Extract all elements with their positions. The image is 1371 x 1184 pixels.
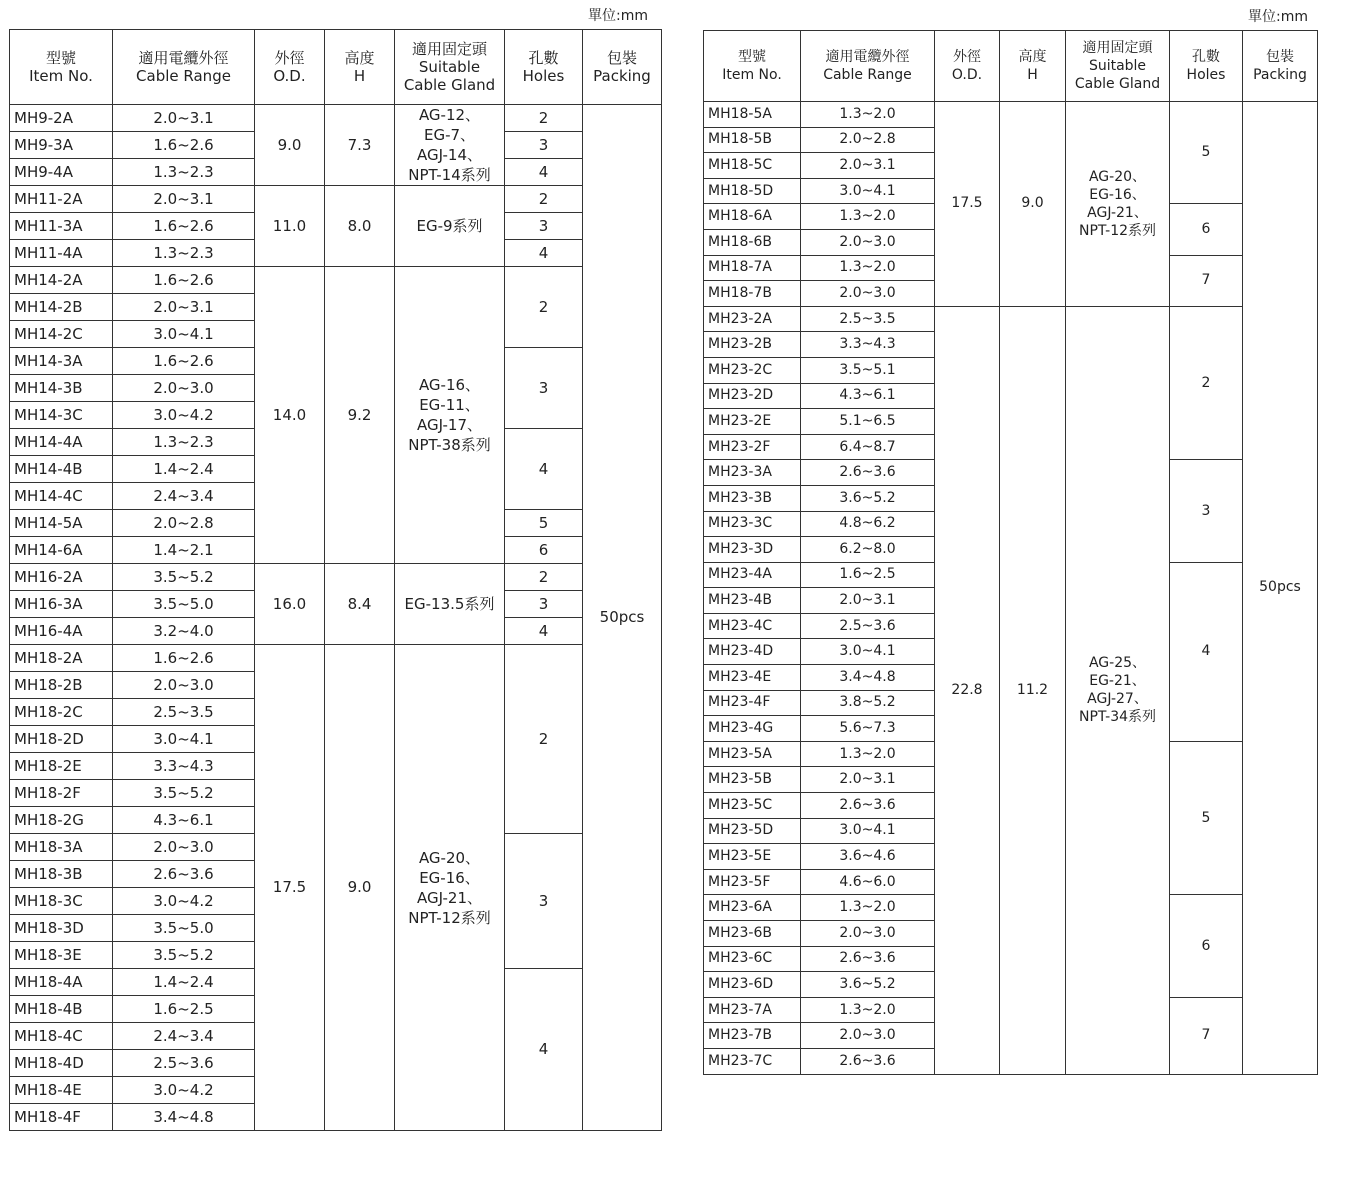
height-cell: 9.2 [325,267,395,564]
item-no-cell: MH23-7A [704,997,801,1023]
cable-range-cell: 3.6~4.6 [801,844,935,870]
gland-line: AGJ-27、 [1087,691,1148,708]
cable-range-cell: 1.3~2.3 [113,240,255,267]
cable-range-cell: 1.3~2.0 [801,997,935,1023]
item-no-cell: MH23-4A [704,562,801,588]
item-no-cell: MH23-7C [704,1048,801,1074]
table-body-right [704,102,1318,1075]
item-no-cell: MH18-4C [10,1023,113,1050]
item-no-cell: MH18-4F [10,1104,113,1131]
spec-table-right [703,30,1318,1075]
gland-line: EG-21、 [1089,673,1146,690]
item-no-cell: MH23-6B [704,921,801,947]
unit-label-left: 單位:mm [588,8,648,24]
gland-line: NPT-12系列 [1078,222,1157,239]
cable-range-cell: 5.6~7.3 [801,716,935,742]
gland-line: AG-16、 [418,376,481,394]
cable-range-cell: 2.5~3.6 [113,1050,255,1077]
cable-range-cell: 3.5~5.0 [113,915,255,942]
item-no-cell: MH23-3A [704,460,801,486]
cable-range-cell: 1.6~2.6 [113,213,255,240]
item-no-cell: MH18-2G [10,807,113,834]
od-cell: 16.0 [255,564,325,645]
cable-range-cell: 3.0~4.2 [113,402,255,429]
cable-gland-cell [1066,306,1170,1074]
cable-range-cell: 2.0~3.1 [113,294,255,321]
holes-cell: 3 [505,591,583,618]
holes-cell: 4 [505,159,583,186]
gland-line: AGJ-21、 [1087,204,1148,221]
cable-gland-cell [395,564,505,645]
header-packing: 包裝 Packing [1243,31,1318,102]
gland-line: NPT-12系列 [408,908,491,927]
holes-cell: 5 [505,510,583,537]
item-no-cell: MH23-4E [704,665,801,691]
gland-line: NPT-14系列 [408,166,491,184]
cable-range-cell: 2.0~3.0 [801,229,935,255]
cable-range-cell: 2.0~3.0 [113,375,255,402]
od-cell: 17.5 [935,102,1000,307]
header-cable-gland: 適用固定頭 Suitable Cable Gland [1066,31,1170,102]
cable-range-cell: 2.0~3.0 [113,672,255,699]
item-no-cell: MH23-2F [704,434,801,460]
cable-range-cell: 4.8~6.2 [801,511,935,537]
cable-range-cell: 2.4~3.4 [113,1023,255,1050]
cable-range-cell: 3.0~4.1 [801,818,935,844]
cable-range-cell: 3.6~5.2 [801,972,935,998]
gland-line: EG-16、 [1089,186,1146,203]
cable-range-cell: 3.6~5.2 [801,485,935,511]
gland-line: NPT-34系列 [1078,709,1157,726]
cable-range-cell: 4.6~6.0 [801,869,935,895]
holes-cell: 3 [505,348,583,429]
cable-range-cell: 3.2~4.0 [113,618,255,645]
table-body-left [10,105,662,1131]
item-no-cell: MH14-6A [10,537,113,564]
header-od: 外徑 O.D. [255,30,325,105]
holes-cell: 2 [505,105,583,132]
item-no-cell: MH14-3C [10,402,113,429]
table-row [10,564,662,591]
item-no-cell: MH23-6A [704,895,801,921]
header-item-no: 型號 Item No. [10,30,113,105]
item-no-cell: MH11-2A [10,186,113,213]
cable-range-cell: 2.6~3.6 [801,946,935,972]
item-no-cell: MH18-2B [10,672,113,699]
item-no-cell: MH23-2A [704,306,801,332]
item-no-cell: MH18-2A [10,645,113,672]
gland-line: AG-20、 [418,848,481,867]
header-od: 外徑 O.D. [935,31,1000,102]
packing-cell: 50pcs [583,105,662,1131]
cable-range-cell: 3.0~4.1 [801,639,935,665]
item-no-cell: MH23-6D [704,972,801,998]
item-no-cell: MH23-5D [704,818,801,844]
cable-range-cell: 3.0~4.1 [113,726,255,753]
header-holes: 孔數 Holes [1170,31,1243,102]
gland-line: AGJ-21、 [416,888,482,907]
cable-range-cell: 3.5~5.2 [113,942,255,969]
gland-line: AG-20、 [1088,168,1147,185]
item-no-cell: MH16-4A [10,618,113,645]
item-no-cell: MH23-2D [704,383,801,409]
header-row [704,31,1318,102]
cable-range-cell: 5.1~6.5 [801,409,935,435]
item-no-cell: MH14-4B [10,456,113,483]
holes-cell: 3 [505,213,583,240]
item-no-cell: MH14-3A [10,348,113,375]
item-no-cell: MH18-5C [704,153,801,179]
item-no-cell: MH18-4D [10,1050,113,1077]
item-no-cell: MH18-4A [10,969,113,996]
cable-range-cell: 2.0~2.8 [113,510,255,537]
item-no-cell: MH16-3A [10,591,113,618]
od-cell: 14.0 [255,267,325,564]
item-no-cell: MH9-4A [10,159,113,186]
item-no-cell: MH18-6B [704,229,801,255]
item-no-cell: MH9-3A [10,132,113,159]
header-height: 高度 H [325,30,395,105]
item-no-cell: MH18-3B [10,861,113,888]
cable-range-cell: 3.3~4.3 [801,332,935,358]
item-no-cell: MH18-2D [10,726,113,753]
cable-range-cell: 2.6~3.6 [801,1048,935,1074]
cable-range-cell: 4.3~6.1 [113,807,255,834]
item-no-cell: MH23-7B [704,1023,801,1049]
cable-range-cell: 3.5~5.1 [801,357,935,383]
table-row [704,102,1318,128]
cable-range-cell: 1.6~2.6 [113,132,255,159]
header-packing: 包裝 Packing [583,30,662,105]
gland-line: EG-13.5系列 [404,595,495,613]
cable-range-cell: 3.0~4.2 [113,1077,255,1104]
height-cell: 8.4 [325,564,395,645]
packing-cell: 50pcs [1243,102,1318,1075]
cable-range-cell: 3.4~4.8 [113,1104,255,1131]
item-no-cell: MH23-5B [704,767,801,793]
holes-cell: 3 [505,834,583,969]
cable-range-cell: 2.6~3.6 [801,793,935,819]
header-cable-range: 適用電纜外徑 Cable Range [113,30,255,105]
height-cell: 11.2 [1000,306,1066,1074]
cable-range-cell: 1.6~2.5 [113,996,255,1023]
cable-range-cell: 1.6~2.6 [113,267,255,294]
cable-range-cell: 1.6~2.6 [113,348,255,375]
spec-table-left [9,29,662,1131]
cable-gland-cell [1066,102,1170,307]
item-no-cell: MH23-2B [704,332,801,358]
od-cell: 17.5 [255,645,325,1131]
item-no-cell: MH18-4E [10,1077,113,1104]
cable-range-cell: 1.6~2.6 [113,645,255,672]
gland-line: EG-11、 [419,396,480,414]
holes-cell: 3 [1170,460,1243,562]
holes-cell: 2 [505,186,583,213]
table-row [10,105,662,132]
header-holes: 孔數 Holes [505,30,583,105]
item-no-cell: MH18-2F [10,780,113,807]
gland-line: NPT-38系列 [408,436,491,454]
holes-cell: 2 [505,645,583,834]
item-no-cell: MH18-3C [10,888,113,915]
gland-line: EG-7、 [423,126,476,144]
holes-cell: 4 [505,969,583,1131]
holes-cell: 5 [1170,102,1243,204]
cable-range-cell: 1.3~2.0 [801,204,935,230]
cable-range-cell: 3.8~5.2 [801,690,935,716]
gland-line: AG-25、 [1088,655,1147,672]
od-cell: 22.8 [935,306,1000,1074]
item-no-cell: MH18-5A [704,102,801,128]
gland-line: AGJ-14、 [416,146,482,164]
cable-range-cell: 2.0~2.8 [801,127,935,153]
item-no-cell: MH14-4A [10,429,113,456]
cable-range-cell: 3.0~4.1 [801,178,935,204]
cable-gland-cell [395,105,505,186]
holes-cell: 6 [1170,895,1243,997]
cable-range-cell: 3.3~4.3 [113,753,255,780]
item-no-cell: MH9-2A [10,105,113,132]
item-no-cell: MH23-2C [704,357,801,383]
table-row [10,645,662,672]
item-no-cell: MH14-2C [10,321,113,348]
cable-range-cell: 1.3~2.3 [113,429,255,456]
item-no-cell: MH23-5C [704,793,801,819]
cable-range-cell: 2.0~3.0 [801,281,935,307]
cable-range-cell: 1.4~2.1 [113,537,255,564]
item-no-cell: MH23-4G [704,716,801,742]
cable-range-cell: 2.0~3.0 [801,1023,935,1049]
unit-label-right: 單位:mm [1248,9,1308,25]
item-no-cell: MH14-3B [10,375,113,402]
gland-line: EG-9系列 [416,217,483,235]
item-no-cell: MH23-5F [704,869,801,895]
item-no-cell: MH23-4C [704,613,801,639]
cable-range-cell: 1.3~2.0 [801,102,935,128]
header-height: 高度 H [1000,31,1066,102]
cable-range-cell: 2.6~3.6 [801,460,935,486]
item-no-cell: MH23-3B [704,485,801,511]
height-cell: 9.0 [325,645,395,1131]
cable-range-cell: 2.0~3.1 [113,105,255,132]
header-row [10,30,662,105]
header-item-no: 型號 Item No. [704,31,801,102]
holes-cell: 7 [1170,255,1243,306]
cable-range-cell: 2.0~3.1 [801,153,935,179]
holes-cell: 2 [505,564,583,591]
cable-range-cell: 2.0~3.1 [113,186,255,213]
item-no-cell: MH18-2C [10,699,113,726]
cable-range-cell: 2.0~3.1 [801,588,935,614]
item-no-cell: MH18-6A [704,204,801,230]
item-no-cell: MH14-4C [10,483,113,510]
cable-range-cell: 2.0~3.1 [801,767,935,793]
cable-range-cell: 2.0~3.0 [801,921,935,947]
item-no-cell: MH23-5A [704,741,801,767]
cable-range-cell: 2.6~3.6 [113,861,255,888]
table-row [10,186,662,213]
holes-cell: 4 [1170,562,1243,741]
cable-gland-cell [395,186,505,267]
cable-range-cell: 1.4~2.4 [113,456,255,483]
item-no-cell: MH14-2A [10,267,113,294]
cable-range-cell: 2.5~3.5 [113,699,255,726]
cable-range-cell: 4.3~6.1 [801,383,935,409]
height-cell: 9.0 [1000,102,1066,307]
holes-cell: 4 [505,429,583,510]
item-no-cell: MH14-5A [10,510,113,537]
cable-range-cell: 6.2~8.0 [801,537,935,563]
holes-cell: 6 [505,537,583,564]
item-no-cell: MH23-4F [704,690,801,716]
cable-gland-cell [395,267,505,564]
item-no-cell: MH23-3C [704,511,801,537]
item-no-cell: MH11-4A [10,240,113,267]
item-no-cell: MH23-5E [704,844,801,870]
cable-range-cell: 2.0~3.0 [113,834,255,861]
header-cable-gland: 適用固定頭 Suitable Cable Gland [395,30,505,105]
cable-range-cell: 3.5~5.2 [113,564,255,591]
item-no-cell: MH16-2A [10,564,113,591]
gland-line: AG-12、 [418,106,481,124]
cable-range-cell: 1.3~2.3 [113,159,255,186]
item-no-cell: MH18-7B [704,281,801,307]
od-cell: 9.0 [255,105,325,186]
item-no-cell: MH18-3A [10,834,113,861]
holes-cell: 5 [1170,741,1243,895]
holes-cell: 4 [505,240,583,267]
cable-range-cell: 1.3~2.0 [801,741,935,767]
cable-range-cell: 2.4~3.4 [113,483,255,510]
od-cell: 11.0 [255,186,325,267]
gland-line: EG-16、 [419,868,480,887]
table-row [10,267,662,294]
table-row [704,306,1318,332]
holes-cell: 2 [505,267,583,348]
cable-range-cell: 1.4~2.4 [113,969,255,996]
item-no-cell: MH11-3A [10,213,113,240]
item-no-cell: MH18-5B [704,127,801,153]
cable-gland-cell [395,645,505,1131]
gland-line: AGJ-17、 [416,416,482,434]
item-no-cell: MH18-7A [704,255,801,281]
cable-range-cell: 2.5~3.6 [801,613,935,639]
header-cable-range: 適用電纜外徑 Cable Range [801,31,935,102]
holes-cell: 6 [1170,204,1243,255]
cable-range-cell: 3.0~4.1 [113,321,255,348]
item-no-cell: MH23-4B [704,588,801,614]
item-no-cell: MH18-4B [10,996,113,1023]
item-no-cell: MH23-6C [704,946,801,972]
item-no-cell: MH23-3D [704,537,801,563]
item-no-cell: MH18-2E [10,753,113,780]
cable-range-cell: 1.3~2.0 [801,895,935,921]
height-cell: 8.0 [325,186,395,267]
cable-range-cell: 6.4~8.7 [801,434,935,460]
item-no-cell: MH18-5D [704,178,801,204]
cable-range-cell: 1.3~2.0 [801,255,935,281]
item-no-cell: MH18-3D [10,915,113,942]
height-cell: 7.3 [325,105,395,186]
item-no-cell: MH23-4D [704,639,801,665]
cable-range-cell: 3.4~4.8 [801,665,935,691]
cable-range-cell: 3.5~5.2 [113,780,255,807]
cable-range-cell: 3.0~4.2 [113,888,255,915]
cable-range-cell: 1.6~2.5 [801,562,935,588]
cable-range-cell: 2.5~3.5 [801,306,935,332]
holes-cell: 7 [1170,997,1243,1074]
holes-cell: 2 [1170,306,1243,460]
item-no-cell: MH18-3E [10,942,113,969]
holes-cell: 3 [505,132,583,159]
item-no-cell: MH14-2B [10,294,113,321]
cable-range-cell: 3.5~5.0 [113,591,255,618]
item-no-cell: MH23-2E [704,409,801,435]
holes-cell: 4 [505,618,583,645]
